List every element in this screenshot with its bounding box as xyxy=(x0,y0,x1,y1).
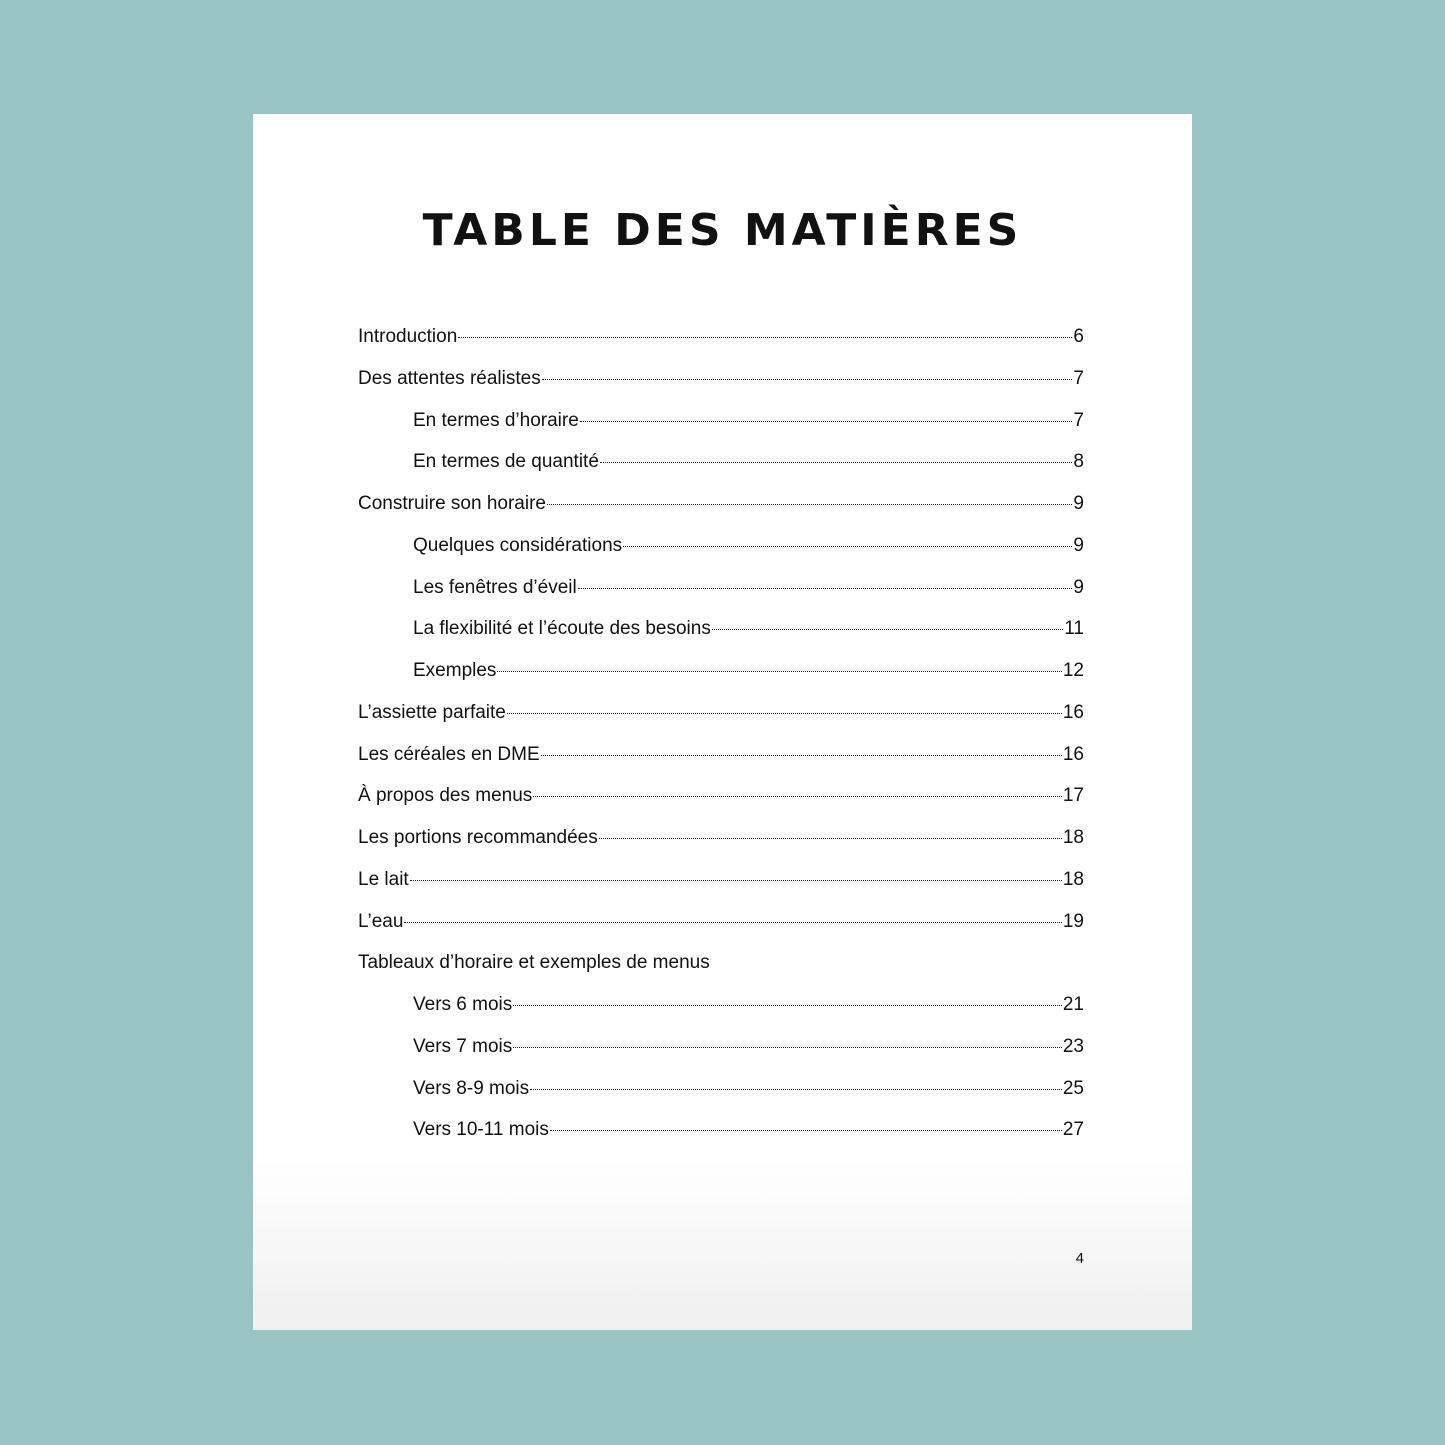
toc-entry xyxy=(358,618,1084,660)
toc-entry-page: 23 xyxy=(1062,1035,1084,1057)
toc-entry-label: Construire son horaire xyxy=(358,493,546,514)
toc-entry xyxy=(358,660,1084,702)
page-number: 4 xyxy=(1075,1250,1084,1267)
toc-entry-page: 19 xyxy=(1062,910,1084,932)
toc-entry xyxy=(358,911,1084,953)
document-page xyxy=(253,114,1192,1330)
toc-entry-page: 17 xyxy=(1062,785,1084,807)
toc-entry xyxy=(358,535,1084,577)
toc-entry-page: 25 xyxy=(1062,1077,1084,1099)
toc-dot-leader xyxy=(513,1005,1062,1006)
toc-dot-leader xyxy=(623,546,1072,547)
toc-entry-page: 8 xyxy=(1073,451,1084,473)
toc-entry xyxy=(358,869,1084,911)
toc-dot-leader xyxy=(712,629,1063,630)
toc-dot-leader xyxy=(410,880,1062,881)
toc-entry xyxy=(358,827,1084,869)
toc-entry-label: L’assiette parfaite xyxy=(358,701,506,723)
toc-entry-page: 18 xyxy=(1062,868,1084,890)
toc-entry-label: Exemples xyxy=(413,660,497,681)
toc-entry xyxy=(358,744,1084,786)
toc-dot-leader xyxy=(458,337,1072,338)
toc-dot-leader xyxy=(530,1089,1062,1090)
toc-entry-label: Introduction xyxy=(358,326,458,347)
toc-entry-page: 9 xyxy=(1073,493,1084,514)
toc-entry-label: Vers 10-11 mois xyxy=(413,1119,549,1141)
toc-dot-leader xyxy=(497,671,1061,672)
toc-entry-page: 9 xyxy=(1073,534,1084,556)
toc-entry-label: Les portions recommandées xyxy=(358,827,598,848)
toc-entry-label: Quelques considérations xyxy=(413,534,623,556)
toc-entry xyxy=(358,1119,1084,1161)
toc-dot-leader xyxy=(578,588,1073,589)
toc-entry-label: Vers 8-9 mois xyxy=(413,1077,530,1099)
toc-dot-leader xyxy=(550,1130,1062,1131)
toc-entry-label: Des attentes réalistes xyxy=(358,367,541,389)
toc-entry-page: 7 xyxy=(1073,367,1084,389)
toc-entry xyxy=(358,994,1084,1036)
toc-entry xyxy=(358,368,1084,410)
table-of-contents xyxy=(358,326,1084,1161)
toc-dot-leader xyxy=(542,379,1073,380)
toc-entry-label: Les fenêtres d’éveil xyxy=(413,576,577,598)
toc-entry xyxy=(358,1078,1084,1120)
toc-entry-page: 6 xyxy=(1073,326,1084,347)
toc-entry xyxy=(358,702,1084,744)
toc-dot-leader xyxy=(404,922,1061,923)
toc-entry xyxy=(358,785,1084,827)
toc-dot-leader xyxy=(600,462,1073,463)
toc-entry-label: La flexibilité et l’écoute des besoins xyxy=(413,618,711,640)
toc-dot-leader xyxy=(507,713,1062,714)
toc-entry-label: Les céréales en DME xyxy=(358,743,540,765)
toc-entry-label: Vers 6 mois xyxy=(413,994,513,1015)
toc-dot-leader xyxy=(513,1047,1062,1048)
toc-entry-label: Le lait xyxy=(358,868,409,890)
toc-entry-label: L’eau xyxy=(358,910,404,932)
toc-entry-label: Tableaux d’horaire et exemples de menus xyxy=(358,952,710,974)
toc-entry-label: En termes de quantité xyxy=(413,451,599,473)
toc-entry-page: 9 xyxy=(1073,576,1084,598)
toc-entry xyxy=(358,577,1084,619)
toc-entry-page: 18 xyxy=(1062,827,1084,848)
toc-entry-page: 7 xyxy=(1073,409,1084,431)
toc-entry-page: 16 xyxy=(1062,743,1084,765)
toc-dot-leader xyxy=(599,838,1062,839)
toc-entry xyxy=(358,326,1084,368)
toc-dot-leader xyxy=(533,796,1062,797)
toc-entry-page: 16 xyxy=(1062,701,1084,723)
toc-entry-page: 27 xyxy=(1062,1119,1084,1141)
toc-entry xyxy=(358,410,1084,452)
toc-entry-page: 21 xyxy=(1062,994,1084,1015)
toc-dot-leader xyxy=(541,755,1062,756)
toc-entry xyxy=(358,493,1084,535)
toc-entry-page: 12 xyxy=(1062,660,1084,681)
toc-dot-leader xyxy=(547,504,1072,505)
toc-entry-label: En termes d’horaire xyxy=(413,409,579,431)
toc-entry xyxy=(358,1036,1084,1078)
toc-entry xyxy=(358,451,1084,493)
toc-entry xyxy=(358,952,1084,994)
toc-dot-leader xyxy=(580,421,1073,422)
page-title: TABLE DES MATIÈRES xyxy=(422,205,1023,256)
toc-entry-page: 11 xyxy=(1064,618,1084,640)
toc-entry-label: Vers 7 mois xyxy=(413,1035,513,1057)
toc-entry-label: À propos des menus xyxy=(358,785,533,807)
